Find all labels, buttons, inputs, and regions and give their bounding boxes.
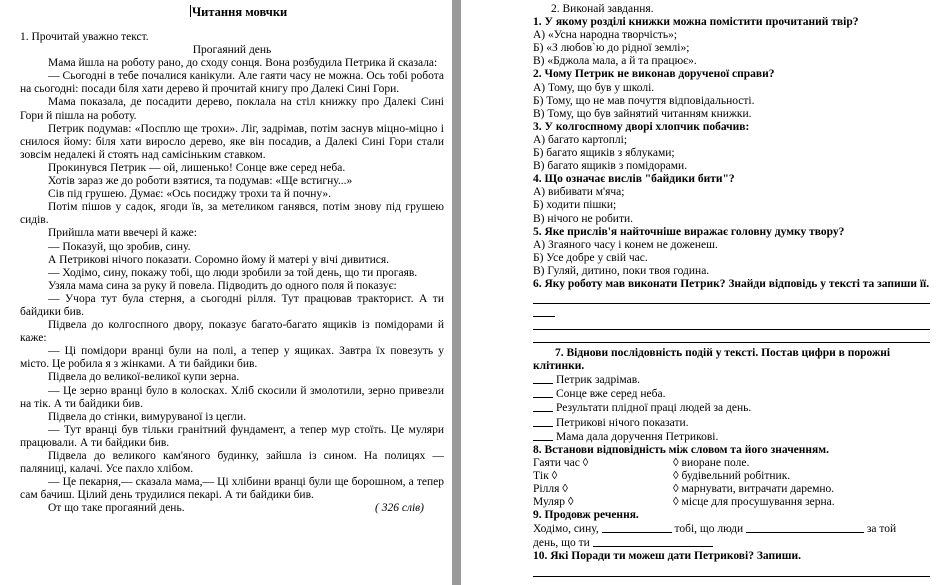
match-row (533, 457, 930, 470)
answer-option: А) «Усна народна творчість»; (533, 29, 678, 42)
answer-option: А) вибивати м'яча; (533, 186, 625, 199)
task-1-label: 1. Прочитай уважно текст. (20, 31, 149, 43)
word-count: ( 326 слів) (375, 502, 424, 515)
story-paragraph: А Петрикові нічого показати. Соромно йому й матері у вічі дивитися. (48, 253, 390, 266)
match-word: Гаяти час ◊ (533, 456, 589, 469)
question-3: 3. У колгоспному дворі хлопчик побачив: (533, 120, 750, 133)
answer-option: В) «Бджола мала, а й та працює». (533, 55, 697, 68)
number-blank[interactable] (533, 387, 553, 398)
story-paragraph: — Ці помідори вранці були на полі, а тепер у ящиках. Завтра їх повезуть у місто. Це робила я з жінками. А ти байдики бив. (20, 345, 444, 371)
answer-line (533, 304, 555, 317)
story-paragraph: — Це пекарня,— сказала мама,— Ці хлібини вранці були ще борошном, а тепер сам бачиш. Цілий день трудилися пекарі. А ти байдики бив. (20, 476, 444, 502)
story-paragraph: Підвела до стінки, вимуруваної із цегли. (48, 410, 247, 423)
question-2: 2. Чому Петрик не виконав дорученої справи? (533, 68, 775, 81)
fill-blank[interactable] (602, 522, 672, 533)
match-word: Тік ◊ (533, 469, 558, 482)
story-paragraph: Мама показала, де посадити дерево, поклала на стіл книжку про Далекі Сині Гори й пішла на роботу. (20, 96, 444, 122)
page-gap (452, 0, 461, 585)
match-word: Рілля ◊ (533, 483, 568, 495)
match-word: Муляр ◊ (533, 496, 574, 509)
sequence-item: Петрик задрімав. (533, 373, 930, 387)
story-paragraph: — Ходімо, сину, покажу тобі, що люди зробили за той день, що ти прогаяв. (48, 266, 418, 279)
sequence-item: Сонце вже серед неба. (533, 387, 930, 401)
answer-option: В) нічого не робити. (533, 212, 634, 225)
question-9: 9. Продовж речення. (533, 509, 639, 522)
match-meaning: ◊ місце для просушування зерна. (673, 496, 835, 509)
story-paragraph: Прийшла мати ввечері й каже: (48, 227, 197, 240)
sequence-item: Петрикові нічого показати. (533, 416, 930, 430)
sentence-to-complete: Ходімо, сину, тобі, що люди за той (533, 523, 897, 536)
question-6: 6. Яку роботу мав виконати Петрик? Знайди відповідь у тексті та запиши її. (533, 277, 930, 290)
number-blank[interactable] (533, 430, 553, 441)
left-page (0, 0, 452, 585)
question-5: 5. Яке прислів'я найточніше виражає головну думку твору? (533, 225, 845, 238)
match-meaning: ◊ марнувати, витрачати даремно. (673, 483, 835, 495)
question-1: 1. У якому розділі книжки можна помістити прочитаний твір? (533, 16, 859, 29)
number-blank[interactable] (533, 373, 553, 384)
answer-option: В) Тому, що був зайнятий читанням книжки. (533, 107, 752, 120)
right-page (461, 0, 940, 585)
fill-blank[interactable] (593, 536, 713, 547)
answer-option: В) багато ящиків з помідорами. (533, 160, 688, 173)
answer-option: В) Гуляй, дитино, поки твоя година. (533, 264, 710, 277)
story-paragraph: Мама йшла на роботу рано, до сходу сонця. Вона розбудила Петрика й сказала: (48, 57, 438, 70)
story-paragraph: Сів під грушею. Думає: «Ось посиджу трохи та й почну». (48, 188, 332, 201)
answer-option: Б) Усе добре у свій час. (533, 251, 648, 264)
match-row (533, 483, 930, 496)
answer-line (533, 330, 930, 343)
question-7: 7. Віднови послідовність подій у тексті. Постав цифри в порожні клітинки. (533, 347, 891, 373)
answer-option: Б) багато ящиків з яблуками; (533, 147, 675, 160)
story-last-line (20, 502, 444, 515)
sentence-to-complete: день, що ти (533, 536, 930, 550)
story-ending: От що таке прогаяний день. (48, 502, 185, 515)
question-10: 10. Які Поради ти можеш дати Петрикові? Запиши. (533, 550, 801, 563)
match-meaning: ◊ будівельний робітник. (673, 469, 791, 482)
sequence-item: Мама дала доручення Петрикові. (533, 430, 930, 444)
answer-line (533, 317, 930, 330)
answer-option: Б) ходити пішки; (533, 199, 617, 212)
number-blank[interactable] (533, 416, 553, 427)
task-2-label: 2. Виконай завдання. (551, 3, 654, 15)
answer-option: Б) «З любов`ю до рідної землі»; (533, 42, 690, 55)
answer-option: А) багато картоплі; (533, 133, 628, 146)
story-paragraph: Прокинувся Петрик — ой, лишенько! Сонце вже серед неба. (48, 161, 346, 174)
story-paragraph: Потім пішов у садок, ягоди їв, за метеликом ганявся, потім знову під грушею сидів. (20, 201, 444, 227)
match-meaning: ◊ виоране поле. (673, 456, 750, 469)
answer-option: А) Тому, що був у школі. (533, 81, 655, 94)
story-paragraph: Підвела до колгоспного двору, показує багато-багато ящиків із помідорами й каже: (20, 319, 444, 345)
answer-option: А) Згаяного часу і конем не доженеш. (533, 238, 718, 251)
story-paragraph: — Тут вранці був тільки гранітний фундамент, а тепер мур стоїть. Це муляри працювали. А ти байдики бив. (20, 423, 444, 449)
story-paragraph: Підвела до великого кам'яного будинку, зайшла із сином. На полицях — паляниці, калачі. Усе пахло хлібом. (20, 450, 444, 476)
answer-line (533, 291, 930, 304)
number-blank[interactable] (533, 401, 553, 412)
story-paragraph: Підвела до великої-великої купи зерна. (48, 371, 240, 384)
story-paragraph: — Сьогодні в тебе почалися канікули. Але гаяти часу не можна. Ось тобі робота на сьогодні: посади біля хати дерево й прочитай книгу про Далекі Сині Гори. (20, 70, 444, 96)
page-title: Читання мовчки (192, 5, 288, 19)
story-title: Прогаяний день (192, 44, 272, 57)
sequence-item: Результати плідної праці людей за день. (533, 401, 930, 415)
match-row (533, 496, 930, 509)
text-cursor (190, 5, 191, 17)
story-paragraph: Узяла мама сина за руку й повела. Підводить до одного поля й показує: (48, 279, 397, 292)
answer-line (533, 564, 930, 577)
fill-blank[interactable] (746, 522, 864, 533)
answer-option: Б) Тому, що не мав почуття відповідальності. (533, 94, 755, 107)
question-4: 4. Що означає вислів "байдики бити"? (533, 173, 735, 186)
story-paragraph: — Це зерно вранці було в колосках. Хліб скосили й змолотили, зерно привезли на тік. А ти байдики бив. (20, 384, 444, 410)
question-8: 8. Встанови відповідність між словом та його значенням. (533, 443, 829, 456)
match-row (533, 470, 930, 483)
story-paragraph: Хотів зараз же до роботи взятися, та подумав: «Ще встигну...» (48, 175, 353, 188)
story-paragraph: Петрик подумав: «Посплю ще трохи». Ліг, задрімав, потім заснув міцно-міцно і снилося йому: біля хати виросло дерево, яке він посадив, а Далекі Сині Гори стали зовсім недалекі й стоять над самісіньким ставком. (20, 122, 444, 161)
story-paragraph: — Учора тут була стерня, а сьогодні рілля. Тут працював тракторист. А ти байдики бив. (20, 292, 444, 318)
story-paragraph: — Показуй, що зробив, сину. (48, 240, 191, 253)
